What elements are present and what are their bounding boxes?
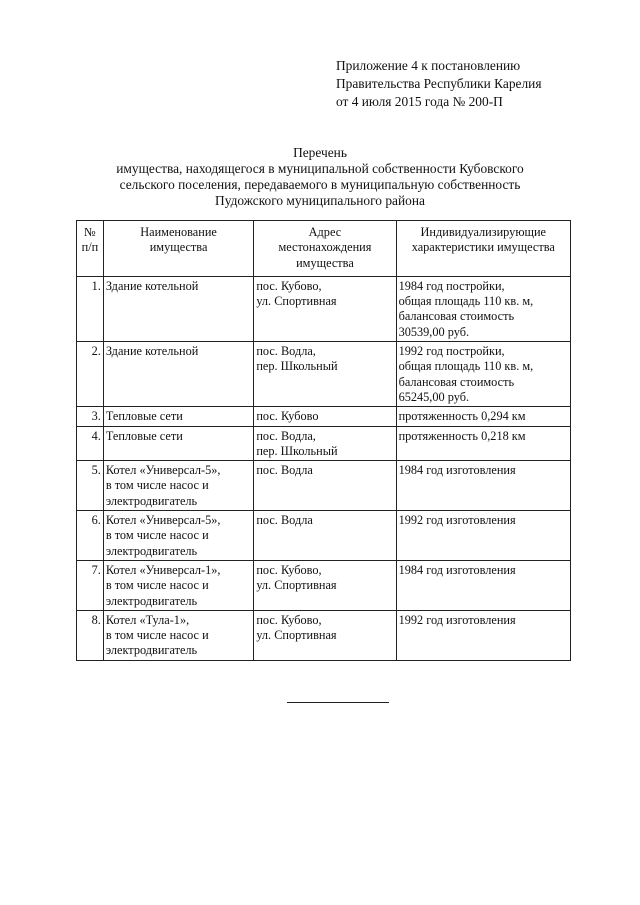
cell-address [254,276,396,341]
cell-name-line: электродвигатель [105,643,198,658]
cell-address [254,511,396,561]
cell-characteristics-line: 1992 год изготовления [398,513,516,528]
cell-characteristics [396,426,570,461]
cell-address-line: пер. Школьный [256,443,338,458]
cell-num: 1. [77,276,104,341]
cell-name-line: Здание котельной [105,344,199,359]
cell-name-line: Котел «Универсал-5», [105,463,221,478]
cell-name-line: электродвигатель [105,493,198,508]
cell-name [103,560,253,610]
cell-address [254,342,396,407]
cell-characteristics-line: 1992 год постройки, [398,344,505,359]
cell-characteristics-line: балансовая стоимость [398,374,515,389]
cell-name [103,610,253,660]
title-line: Перечень [293,145,347,160]
cell-name-line: Здание котельной [105,278,199,293]
cell-characteristics-line: протяженность 0,294 км [398,409,526,424]
property-table [76,220,571,661]
cell-characteristics [396,407,570,426]
title-line: сельского поселения, передаваемого в муниципальную собственность [119,177,521,192]
table-row [77,560,571,610]
cell-num: 5. [77,461,104,511]
cell-address [254,610,396,660]
cell-name-line: электродвигатель [105,543,198,558]
appendix-line: от 4 июля 2015 года № 200-П [336,94,503,109]
table-body [77,276,571,660]
cell-address-line: пос. Кубово, [256,562,322,577]
header-characteristics: Индивидуализирующие характеристики имущества [396,221,570,277]
cell-characteristics-line: общая площадь 110 кв. м, [398,294,534,309]
table-row [77,461,571,511]
cell-characteristics [396,342,570,407]
cell-characteristics [396,610,570,660]
cell-address-line: ул. Спортивная [256,628,337,643]
table-header-row [77,221,571,277]
cell-name-line: Котел «Универсал-1», [105,562,221,577]
cell-address [254,426,396,461]
cell-name [103,511,253,561]
cell-address-line: пос. Кубово [256,409,319,424]
appendix-line: Приложение 4 к постановлению [336,58,521,73]
cell-num: 4. [77,426,104,461]
cell-address-line: пос. Кубово, [256,278,322,293]
cell-address [254,560,396,610]
table-row [77,276,571,341]
cell-characteristics-line: 1992 год изготовления [398,612,516,627]
cell-name [103,276,253,341]
header-address: Адрес местонахождения имущества [254,221,396,277]
appendix-line: Правительства Республики Карелия [336,76,542,91]
cell-address [254,407,396,426]
table-row [77,407,571,426]
document-title [60,145,580,209]
cell-characteristics [396,560,570,610]
cell-characteristics-line: протяженность 0,218 км [398,428,526,443]
cell-characteristics [396,276,570,341]
cell-num: 6. [77,511,104,561]
cell-characteristics-line: 1984 год постройки, [398,278,505,293]
cell-num: 8. [77,610,104,660]
cell-name-line: в том числе насос и [105,628,209,643]
cell-num: 7. [77,560,104,610]
cell-name [103,342,253,407]
cell-name-line: в том числе насос и [105,578,209,593]
cell-name-line: в том числе насос и [105,478,209,493]
cell-num: 3. [77,407,104,426]
cell-name-line: Котел «Тула-1», [105,612,190,627]
cell-address-line: пос. Водла, [256,344,316,359]
header-name: Наименование имущества [103,221,253,277]
cell-characteristics-line: балансовая стоимость [398,309,515,324]
cell-characteristics-line: 1984 год изготовления [398,463,516,478]
appendix-reference [336,57,541,111]
cell-address-line: ул. Спортивная [256,294,337,309]
end-divider [287,702,389,703]
cell-address-line: пос. Водла, [256,428,316,443]
cell-name-line: в том числе насос и [105,528,209,543]
cell-address-line: пер. Школьный [256,359,338,374]
title-line: имущества, находящегося в муниципальной собственности Кубовского [116,161,524,176]
cell-name-line: Котел «Универсал-5», [105,513,221,528]
cell-characteristics-line: 1984 год изготовления [398,562,516,577]
table-row [77,610,571,660]
cell-characteristics [396,511,570,561]
cell-characteristics-line: общая площадь 110 кв. м, [398,359,534,374]
cell-address-line: пос. Кубово, [256,612,322,627]
cell-name [103,461,253,511]
cell-address-line: пос. Водла [256,463,313,478]
cell-address-line: ул. Спортивная [256,578,337,593]
table-row [77,342,571,407]
table-row [77,426,571,461]
cell-address-line: пос. Водла [256,513,313,528]
cell-name [103,407,253,426]
title-line: Пудожского муниципального района [215,193,425,208]
header-num: № п/п [77,221,104,277]
cell-name [103,426,253,461]
cell-name-line: Тепловые сети [105,409,183,424]
cell-characteristics-line: 30539,00 руб. [398,324,470,339]
cell-characteristics [396,461,570,511]
cell-name-line: Тепловые сети [105,428,183,443]
cell-name-line: электродвигатель [105,593,198,608]
table-row [77,511,571,561]
cell-characteristics-line: 65245,00 руб. [398,389,470,404]
cell-num: 2. [77,342,104,407]
cell-address [254,461,396,511]
